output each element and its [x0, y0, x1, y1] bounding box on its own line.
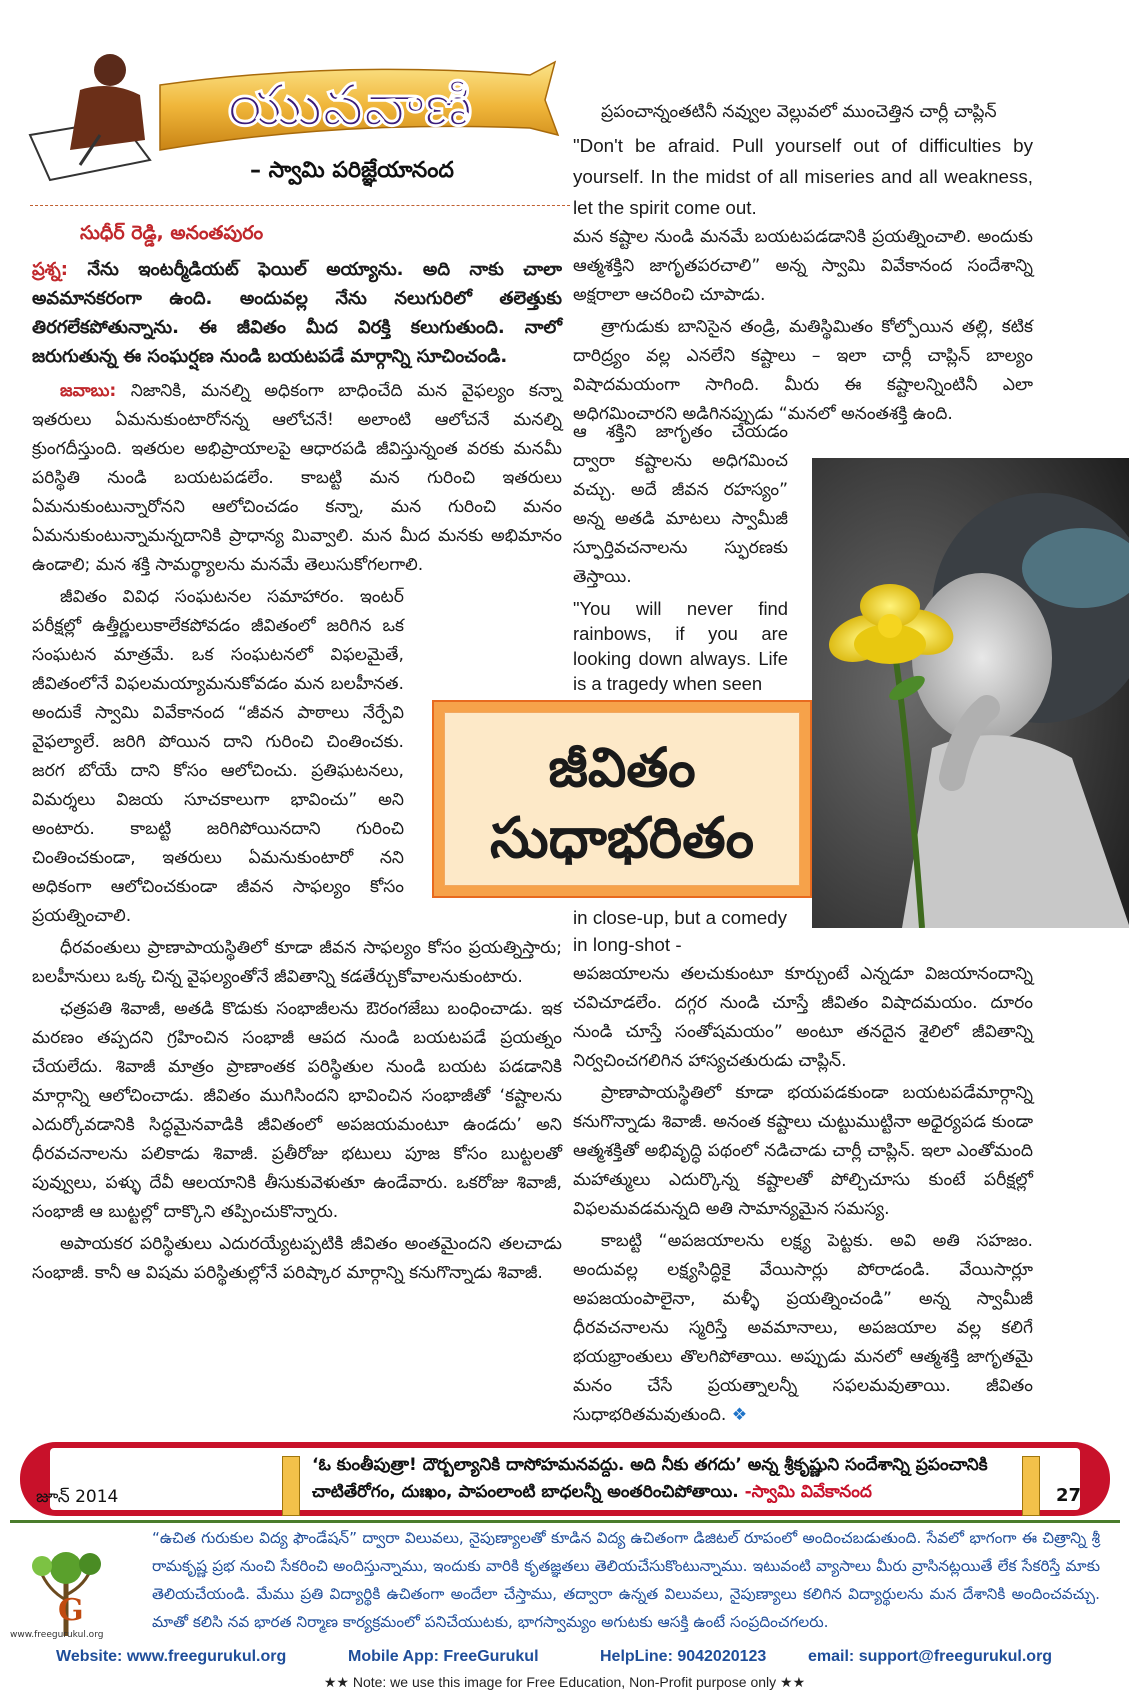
- footer-note: ★★ Note: we use this image for Free Education, Non-Profit purpose only ★★: [323, 1674, 806, 1690]
- question-text: నేను ఇంటర్మీడియట్ ఫెయిల్ అయ్యాను. అది నాకు చాలా అవమానకరంగా ఉంది. అందువల్ల నేను నలుగురిలో తలెత్తుకు తిరగలేకపోతున్నాను. ఈ జీవితం మీద విరక్తి కలుగుతుంది. నాలో జరుగుతున్న ఈ సంఘర్షణ నుండి బయటపడే మార్గాన్ని సూచించండి.: [32, 259, 562, 367]
- freegurukul-logo-icon: [18, 1540, 114, 1640]
- chaplin-quote-telugu: ఆ శక్తిని జాగృతం చేయడం ద్వారా కష్టాలను అధిగమించ వచ్చు. అదే జీవన రహస్యం” అన్న అతడి మాటలు స్వామీజీ స్ఫూర్తివచనాలను స్ఫురణకు తెస్తాయి.: [573, 422, 788, 587]
- chaplin-english-quote: "You will never find rainbows, if you are looking down always. Life is a tragedy when seen: [573, 598, 788, 694]
- contact-bar: [0, 1648, 1129, 1672]
- email-link[interactable]: email: support@freegurukul.org: [808, 1648, 1053, 1665]
- chaplin-childhood: త్రాగుడుకు బానిసైన తండ్రి, మతిస్థిమితం కోల్పోయిన తల్లి, కటిక దారిద్ర్యం వల్ల ఎనలేని కష్టాలు – ఇలా చార్లీ చాప్లిన్ బాల్యం విషాదమయంగా సాగింది. మీరు ఈ కష్టాలన్నింటినీ ఎలా అధిగమించారని అడిగినప్పుడు “మనలో అనంతశక్తి ఉంది.: [573, 317, 1033, 424]
- svg-text:G: G: [58, 1593, 84, 1628]
- title-inner-panel: [444, 712, 800, 886]
- quote-body: ‘ఓ కుంతీపుత్రా! దౌర్బల్యానికి దాసోహమనవద్దు. అది నీకు తగదు’ అన్న శ్రీకృష్ణుని సందేశాన్ని ప్రపంచానికి చాటితేరోగం, దుఃఖం, పాపంలాంటి బాధలన్నీ అంతరించిపోతాయి.: [312, 1455, 988, 1502]
- title-line-1: జీవితం: [548, 735, 696, 799]
- right-column-narrow: [573, 418, 788, 696]
- chaplin-intro: ప్రపంచాన్నంతటినీ నవ్వుల వెల్లువలో ముంచెత్తిన చార్లీ చాప్లిన్: [601, 102, 997, 122]
- question-label: ప్రశ్న:: [32, 259, 68, 280]
- child-with-flower-photo: [812, 458, 1129, 928]
- question: [32, 255, 562, 371]
- vivekananda-telugu: మన కష్టాల నుండి మనమే బయటపడడానికి ప్రయత్నించాలి. అందుకు ఆత్మశక్తిని జాగృతపరచాలి” అన్న స్వామి వివేకానంద సందేశాన్ని అక్షరాలా ఆచరించి చూపాడు.: [573, 227, 1033, 305]
- quote-attribution: -స్వామి వివేకానంద: [744, 1482, 872, 1502]
- banner-title: యువవాణి: [227, 71, 473, 139]
- page-number: 27: [1056, 1485, 1082, 1506]
- quote-inner-panel: [50, 1448, 1080, 1510]
- header-divider: [30, 205, 570, 206]
- quote-text: [312, 1452, 1016, 1506]
- answer-text: నిజానికి, మనల్ని అధికంగా బాధించేది మన వైఫల్యం కన్నా ఇతరులు ఏమనుకుంటారోనన్న ఆలోచనే! అలాంటి ఆలోచనే మనల్ని క్రుంగదీస్తుంది. ఇతరుల అభిప్రాయాలపై ఆధారపడి జీవిస్తున్నంత వరకు మనమీ పరిస్థితి నుండి బయటపడలేం. కాబట్టి మన గురించి ఇతరులు ఏమనుకుంటున్నారోనని ఆలోచించడం కన్నా, మన గురించి మనం ఏమనుకుంటున్నామన్నదానికి ప్రాధాన్య మివ్వాలి. మన మీద మనకు అభిమానం ఉండాలి; మన శక్తి సామర్థ్యాలను మనమే తెలుసుకోగలగాలి.: [32, 381, 562, 575]
- paragraph-shivaji: ఛత్రపతి శివాజీ, అతడి కొడుకు సంభాజీలను ఔరంగజేబు బంధించాడు. ఇక మరణం తప్పదని గ్రహించిన సంభాజీ ఆపద నుండి బయటపడే ప్రయత్నం చేయలేదు. శివాజీ మాత్రం ప్రాణాంతక పరిస్థితుల నుండి బయట పడడానికి మార్గాన్ని ఆలోచించాడు. జీవితం ముగిసిందని భావించిన సంభాజీతో ‘కష్టాలను ఎదుర్కోవడానికి సిద్ధమైనవాడికి జీవితంలో అపజయమంటూ ఉండదు’ అని ధీరవచనాలను పలికాడు శివాజీ. ప్రతీరోజు భటులు పూజ కోసం బుట్టలతో పువ్వులు, పళ్ళు దేవీ ఆలయానికి తీసుకువెళుతూ ఉండేవారు. ఒకరోజు శివాజీ, సంభాజీ ఆ బుట్టల్లో దాక్కొని తప్పించుకొన్నారు.: [32, 999, 562, 1222]
- vivekananda-english-quote: "Don't be afraid. Pull yourself out of difficulties by yourself. In the midst of all miseries and all weakness, let the spirit come out.: [573, 135, 1033, 218]
- paragraph-brave: ధీరవంతులు ప్రాణాపాయస్థితిలో కూడా జీవన సాఫల్యం కోసం ప్రయత్నిస్తారు; బలహీనులు ఒక్క చిన్న వైఫల్యంతోనే జీవితాన్ని కడతేర్చుకోవాలనుకుంటారు.: [32, 938, 562, 987]
- logo-url: www.freegurukul.org: [10, 1630, 104, 1640]
- issue-date: జూన్ 2014: [36, 1487, 119, 1507]
- right-pillar-icon: [1022, 1456, 1040, 1516]
- author-name: – స్వామి పరిజ్ఞేయానంద: [250, 158, 454, 183]
- helpline-number[interactable]: HelpLine: 9042020123: [600, 1648, 767, 1665]
- asker-name: సుధీర్ రెడ్డి, అనంతపురం: [80, 222, 264, 244]
- title-line-2: సుధాభరితం: [489, 805, 755, 871]
- paragraph-conclusion: [573, 1227, 1033, 1430]
- chaplin-english-cont-1: in close-up, but a comedy: [573, 907, 788, 928]
- right-column-bottom: [573, 904, 1033, 1433]
- right-column-top: [573, 98, 1033, 432]
- paragraph-events: జీవితం వివిధ సంఘటనల సమాహారం. ఇంటర్ పరీక్షల్లో ఉత్తీర్ణులుకాలేకపోవడం జీవితంలో జరిగిన ఒక సంఘటన మాత్రమే. ఒక సంఘటనలో విఫలమైతే, జీవితంలోనే విఫలమయ్యామనుకోవడం మన బలహీనత. అందుకే స్వామి వివేకానంద “జీవన పాఠాలు నేర్పేవి వైఫల్యాలే. జరిగి పోయిన దాని గురించి చింతించకు. జరగ బోయే దాని కోసం ఆలోచించు. ప్రతిఘటనలు, విమర్శలు విజయ సూచకాలుగా భావించు” అని అంటారు. కాబట్టి జరిగిపోయినదాని గురించి చింతించకుండా, ఇతరులు ఏమనుకుంటారో నని అధికంగా ఆలోచించకుండా జీవన సాఫల్యం కోసం ప్రయత్నించాలి.: [32, 587, 404, 926]
- answer-label: జవాబు:: [60, 381, 117, 401]
- end-mark-icon: ❖: [731, 1405, 748, 1425]
- chaplin-conclusion: అపజయాలను తలచుకుంటూ కూర్చుంటే ఎన్నడూ విజయానందాన్ని చవిచూడలేం. దగ్గర నుండి చూస్తే జీవితం విషాదమయం. దూరం నుండి చూస్తే సంతోషమయం” అంటూ తనదైన శైలిలో జీవితాన్ని నిర్వచించగలిగిన హాస్యచతురుడు చాప్లిన్.: [573, 964, 1033, 1071]
- chaplin-english-cont-2: [573, 931, 1033, 958]
- answer-paragraph: [32, 377, 562, 580]
- website-link[interactable]: Website: www.freegurukul.org: [56, 1648, 287, 1665]
- paragraph-sambhaji: అపాయకర పరిస్థితులు ఎదురయ్యేటప్పటికి జీవితం అంతమైందని తలచాడు సంభాజీ. కానీ ఆ విషమ పరిస్థితుల్లోనే పరిష్కార మార్గాన్ని కనుగొన్నాడు శివాజీ.: [32, 1234, 562, 1283]
- footer-paragraph: “ఉచిత గురుకుల విద్య ఫౌండేషన్” ద్వారా విలువలు, నైపుణ్యాలతో కూడిన విద్య ఉచితంగా డిజిటల్ రూపంలో అందించబడుతుంది. సేవలో భాగంగా ఈ చిత్రాన్ని శ్రీ రామకృష్ణ ప్రభ నుంచి సేకరించి అందిస్తున్నాము, ఇందుకు వారికి కృతజ్ఞతలు తెలియచేసుకొంటున్నాము. ఇటువంటి వ్యాసాలు మీరు వ్రాసినట్లయితే లేక సేకరిస్తే మాకు తెలియచేయండి. మేము ప్రతి విద్యార్థికి ఉచితంగా అందేలా చేస్తాము, తద్వారా ఉన్నత విలువలు, నైపుణ్యాలు కలిగిన విద్యార్థులను మన దేశానికి అందించవచ్చు. మాతో కలిసి నవ భారత నిర్మాణ కార్యక్రమంలో పనిచేయుటకు, భాగస్వామ్యం అగుటకు ఆసక్తి ఉంటే సంప్రదించగలరు.: [152, 1529, 1100, 1631]
- article-title-box: [432, 700, 812, 898]
- conclusion-text: కాబట్టి “అపజయాలను లక్ష్య పెట్టకు. అవి అతి సహజం. అందువల్ల లక్ష్యసిద్ధికై వేయిసార్లు పోరాడండి. వేయిసార్లూ అపజయంపాలైనా, మళ్ళీ ప్రయత్నించండి” అన్న స్వామీజీ ధీరవచనాలను స్మరిస్తే అవమానాలు, అపజయాల వల్ల కలిగే భయభ్రాంతులు తొలగిపోతాయి. అప్పుడు మనలో ఆత్మశక్తి జాగృతమై మనం చేసే ప్రయత్నాలన్నీ సఫలమవుతాయి. జీవితం సుధాభరితమవుతుంది.: [573, 1231, 1033, 1425]
- paragraph-perseverance: ప్రాణాపాయస్థితిలో కూడా భయపడకుండా బయటపడేమార్గాన్ని కనుగొన్నాడు శివాజీ. అనంత కష్టాలు చుట్టుముట్టినా అధైర్యపడ కుండా ఆత్మశక్తితో అభివృద్ధి పథంలో నడిచాడు చార్లీ చాప్లిన్. ఇలా ఎంతోమంది మహాత్ములు ఎదుర్కొన్న కష్టాలతో పోల్చిచూసు కుంటే పరీక్షల్లో విఫలమవడమన్నది అతి సామాన్యమైన సమస్య.: [573, 1083, 1033, 1219]
- left-pillar-icon: [282, 1456, 300, 1516]
- quote-banner: [20, 1442, 1110, 1516]
- chaplin-english-cont-2-text: in long-shot -: [573, 934, 682, 955]
- mobile-app-link[interactable]: Mobile App: FreeGurukul: [348, 1648, 539, 1665]
